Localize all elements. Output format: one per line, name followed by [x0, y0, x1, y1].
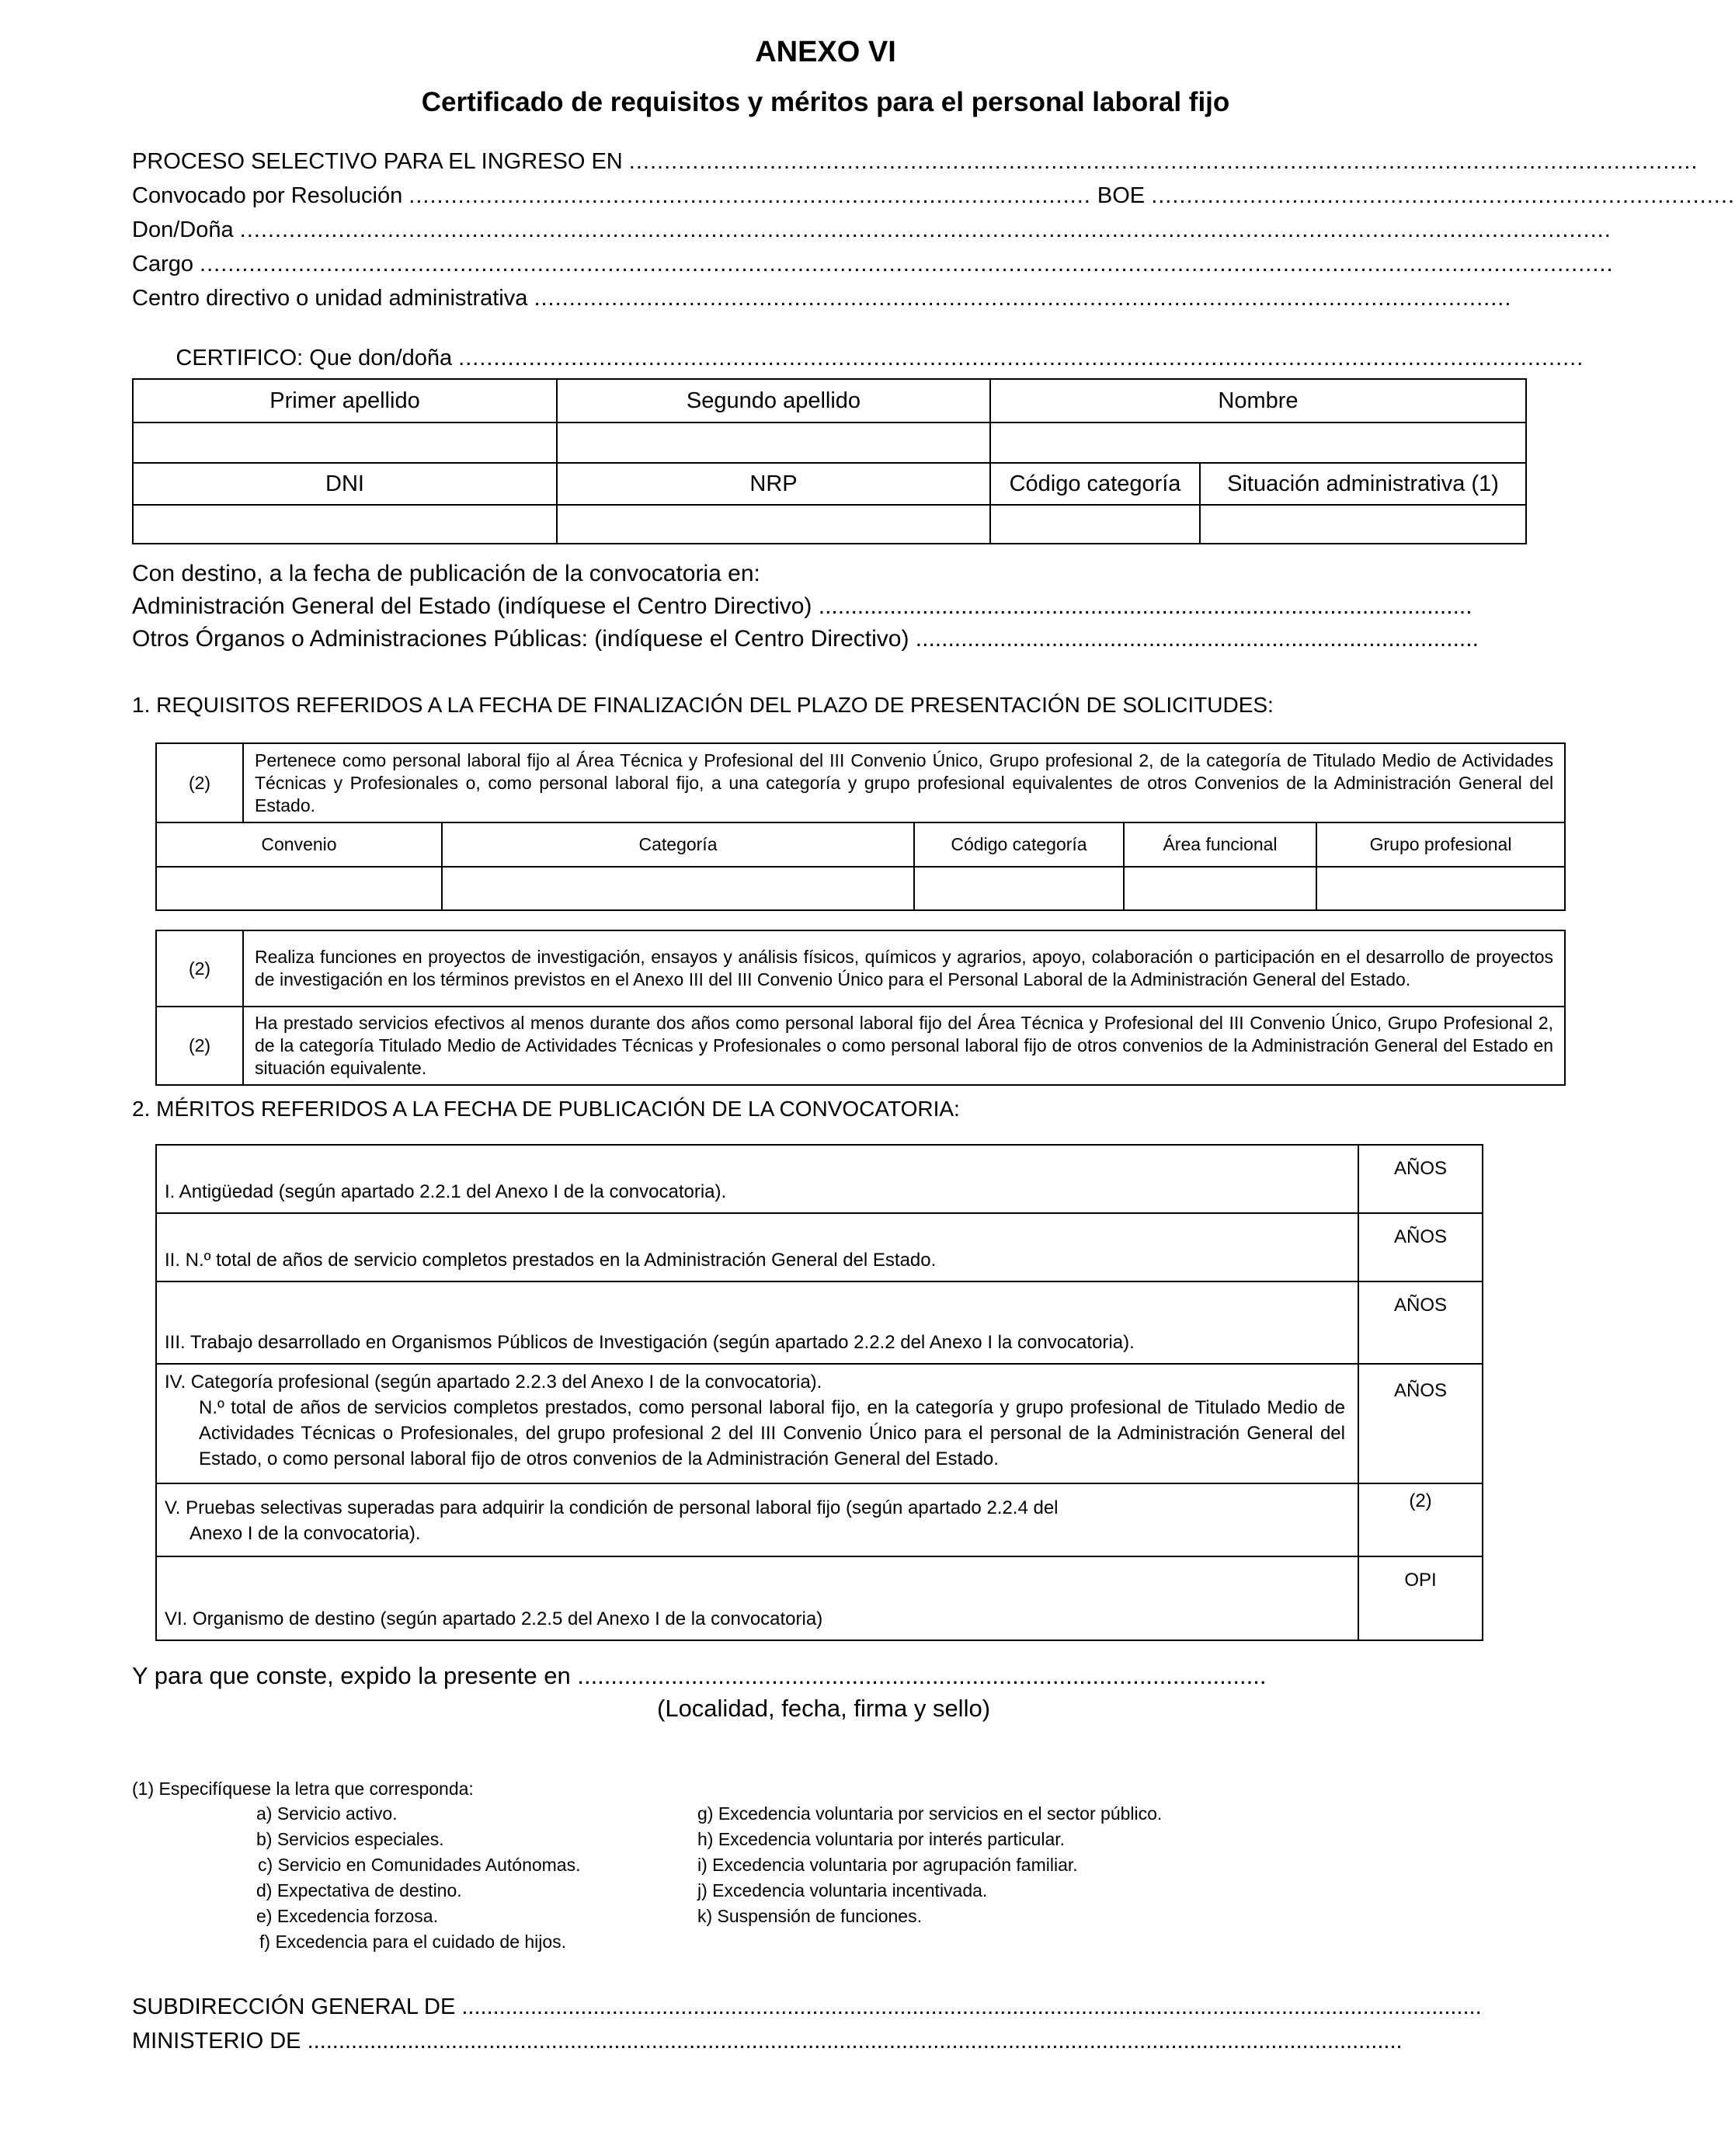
- subdireccion-dots: ...................................................................................................................................................................: [461, 1994, 1482, 2019]
- subdireccion-label: SUBDIRECCIÓN GENERAL DE: [132, 1994, 462, 2019]
- nrp-header: NRP: [557, 463, 990, 505]
- req3-text: Ha prestado servicios efectivos al menos durante dos años como personal laboral fijo del Área Técnica y Profesional del III Convenio Único, Grupo Profesional 2, de la categoría Titulado Medio de Actividades Técnicas y Profesionales o como personal laboral fijo de otros convenios de la Administración General del Estado en situación equivalente.: [243, 1007, 1565, 1085]
- don-dona-dots: ...................................................................................................................................................................................................: [239, 217, 1612, 242]
- note-i: i) Excedencia voluntaria por agrupación familiar.: [697, 1855, 1078, 1875]
- certifico-label: CERTIFICO: Que don/doña: [157, 346, 459, 370]
- subdireccion-line[interactable]: [132, 1994, 1522, 2020]
- ministerio-label: MINISTERIO DE: [132, 2029, 308, 2053]
- grupo-profesional-header: Grupo profesional: [1316, 822, 1565, 867]
- merito-4-text: IV. Categoría profesional (según apartado 2.2.3 del Anexo I de la convocatoria).: [165, 1372, 822, 1393]
- cargo-dots: .........................................................................................................................................................................................................: [200, 252, 1614, 276]
- destino-age-line[interactable]: [132, 593, 1530, 620]
- req1-checkbox[interactable]: (2): [156, 743, 243, 822]
- section-2-heading: 2. MÉRITOS REFERIDOS A LA FECHA DE PUBLICACIÓN DE LA CONVOCATORIA:: [132, 1097, 960, 1121]
- merito-5-detail: Anexo I de la convocatoria).: [189, 1523, 421, 1544]
- centro-directivo-line[interactable]: [132, 286, 1522, 311]
- destino-otros-line[interactable]: [132, 626, 1530, 652]
- grupo-profesional-field[interactable]: [1316, 867, 1565, 910]
- spacer-row: [156, 910, 1565, 930]
- note-e: e) Excedencia forzosa.: [256, 1906, 438, 1926]
- convocado-label: Convocado por Resolución: [132, 183, 409, 208]
- proceso-dots: ........................................................................................................................................................: [628, 149, 1698, 174]
- merito-1-years-field[interactable]: AÑOS: [1358, 1145, 1483, 1213]
- destino-otros-label: Otros Órganos o Administraciones Públicas: (indíquese el Centro Directivo): [132, 626, 916, 652]
- req3-checkbox[interactable]: (2): [156, 1007, 243, 1085]
- section-1-heading: 1. REQUISITOS REFERIDOS A LA FECHA DE FINALIZACIÓN DEL PLAZO DE PRESENTACIÓN DE SOLICITUDES:: [132, 693, 1274, 717]
- merito-5-cell: [156, 1483, 1358, 1556]
- destino-age-dots: .....................................................................................................: [818, 593, 1472, 619]
- convenio-header: Convenio: [156, 822, 442, 867]
- proceso-line[interactable]: [132, 149, 1698, 175]
- convocado-dots: .................................................................................................: [409, 183, 1091, 208]
- don-dona-line[interactable]: [132, 217, 1612, 243]
- note-k: k) Suspensión de funciones.: [697, 1906, 922, 1926]
- merito-5-checkbox[interactable]: (2): [1358, 1483, 1483, 1556]
- certifico-dots: ................................................................................................................................................................: [458, 346, 1584, 370]
- ministerio-line[interactable]: [132, 2029, 1522, 2054]
- note-j: j) Excedencia voluntaria incentivada.: [697, 1880, 988, 1900]
- don-dona-label: Don/Doña: [132, 217, 240, 242]
- situacion-administrativa-field[interactable]: [1200, 505, 1526, 544]
- note-h: h) Excedencia voluntaria por interés particular.: [697, 1829, 1066, 1849]
- codigo-categoria-col-header: Código categoría: [914, 822, 1124, 867]
- categoria-header: Categoría: [442, 822, 914, 867]
- merito-2-text: II. N.º total de años de servicio completos prestados en la Administración General del Estado.: [156, 1213, 1358, 1281]
- merito-6-text: VI. Organismo de destino (según apartado 2.2.5 del Anexo I de la convocatoria): [156, 1556, 1358, 1640]
- req1-text: Pertenece como personal laboral fijo al Área Técnica y Profesional del III Convenio Único, Grupo profesional 2, de la categoría de Titulado Medio de Actividades Técnicas y Profesionales o, como personal laboral fijo, a una categoría y grupo profesional equivalentes de otros Convenios de la Administración General del Estado.: [243, 743, 1565, 822]
- boe-label: BOE: [1090, 183, 1152, 208]
- destino-intro: Con destino, a la fecha de publicación de la convocatoria en:: [132, 561, 760, 586]
- convenio-field[interactable]: [156, 867, 442, 910]
- merito-2-years-field[interactable]: AÑOS: [1358, 1213, 1483, 1281]
- nombre-header: Nombre: [990, 379, 1526, 423]
- dni-header: DNI: [133, 463, 557, 505]
- merito-4-years-field[interactable]: AÑOS: [1358, 1364, 1483, 1483]
- note-g: g) Excedencia voluntaria por servicios en el sector público.: [697, 1803, 1163, 1824]
- identity-table: [132, 378, 1527, 544]
- merito-1-text: I. Antigüedad (según apartado 2.2.1 del Anexo I de la convocatoria).: [156, 1145, 1358, 1213]
- centro-directivo-dots: ...........................................................................................................................................: [534, 286, 1512, 311]
- note-a: a) Servicio activo.: [256, 1803, 398, 1824]
- dni-field[interactable]: [133, 505, 557, 544]
- area-funcional-field[interactable]: [1124, 867, 1316, 910]
- convocado-line[interactable]: [132, 183, 1735, 209]
- expido-line[interactable]: [132, 1662, 1266, 1690]
- boe-dots: ...................................................................................: [1151, 183, 1735, 208]
- proceso-label: PROCESO SELECTIVO PARA EL INGRESO EN: [132, 149, 629, 174]
- codigo-categoria-col-field[interactable]: [914, 867, 1124, 910]
- note-d: d) Expectativa de destino.: [256, 1880, 462, 1900]
- req2-text: Realiza funciones en proyectos de investigación, ensayos y análisis físicos, químicos y agrarios, apoyo, colaboración o participación en el desarrollo de proyectos de investigación en los términos previstos en el Anexo III del III Convenio Único para el Personal Laboral de la Administración General del Estado.: [243, 930, 1565, 1007]
- categoria-field[interactable]: [442, 867, 914, 910]
- note-b: b) Servicios especiales.: [256, 1829, 444, 1849]
- centro-directivo-label: Centro directivo o unidad administrativa: [132, 286, 534, 311]
- localidad-fecha-firma-label: (Localidad, fecha, firma y sello): [657, 1695, 991, 1722]
- cargo-label: Cargo: [132, 252, 200, 276]
- document-subtitle: Certificado de requisitos y méritos para el personal laboral fijo: [421, 87, 1230, 117]
- segundo-apellido-field[interactable]: [557, 423, 990, 463]
- notes-heading: (1) Especifíquese la letra que corresponda:: [132, 1779, 474, 1799]
- nombre-field[interactable]: [990, 423, 1526, 463]
- primer-apellido-field[interactable]: [133, 423, 557, 463]
- codigo-categoria-field[interactable]: [990, 505, 1200, 544]
- ministerio-dots: ...............................................................................................................................................................................: [307, 2029, 1403, 2053]
- document-title: ANEXO VI: [755, 36, 896, 68]
- segundo-apellido-header: Segundo apellido: [557, 379, 990, 423]
- nrp-field[interactable]: [557, 505, 990, 544]
- merito-6-opi-field[interactable]: OPI: [1358, 1556, 1483, 1640]
- area-funcional-header: Área funcional: [1124, 822, 1316, 867]
- codigo-categoria-header: Código categoría: [990, 463, 1200, 505]
- merito-3-years-field[interactable]: AÑOS: [1358, 1281, 1483, 1364]
- note-c: c) Servicio en Comunidades Autónomas.: [258, 1855, 581, 1875]
- req2-checkbox[interactable]: (2): [156, 930, 243, 1007]
- expido-dots: .......................................................................................................: [577, 1662, 1267, 1689]
- merito-4-detail: N.º total de años de servicios completos prestados, como personal laboral fijo, en la categoría y grupo profesional de Titulado Medio de Actividades Técnicas o Profesionales, del grupo profesional 2 del III Convenio Único para el personal de la Administración General del Estado, o como personal laboral fijo de otros convenios de la Administración General del Estado.: [199, 1397, 1345, 1469]
- requisitos-table: [155, 742, 1566, 1086]
- destino-age-label: Administración General del Estado (indíquese el Centro Directivo): [132, 593, 819, 619]
- merito-5-text: V. Pruebas selectivas superadas para adquirir la condición de personal laboral fijo (según apartado 2.2.4 del: [165, 1497, 1059, 1518]
- expido-label: Y para que conste, expido la presente en: [132, 1662, 578, 1689]
- note-f: f) Excedencia para el cuidado de hijos.: [259, 1932, 567, 1952]
- primer-apellido-header: Primer apellido: [133, 379, 557, 423]
- cargo-line[interactable]: [132, 252, 1614, 277]
- meritos-table: [155, 1144, 1483, 1641]
- merito-4-cell: [156, 1364, 1358, 1483]
- merito-3-text: III. Trabajo desarrollado en Organismos Públicos de Investigación (según apartado 2.2.2 del Anexo I la convocatoria).: [156, 1281, 1358, 1364]
- situacion-administrativa-header: Situación administrativa (1): [1200, 463, 1526, 505]
- destino-otros-dots: .......................................................................................: [915, 626, 1479, 652]
